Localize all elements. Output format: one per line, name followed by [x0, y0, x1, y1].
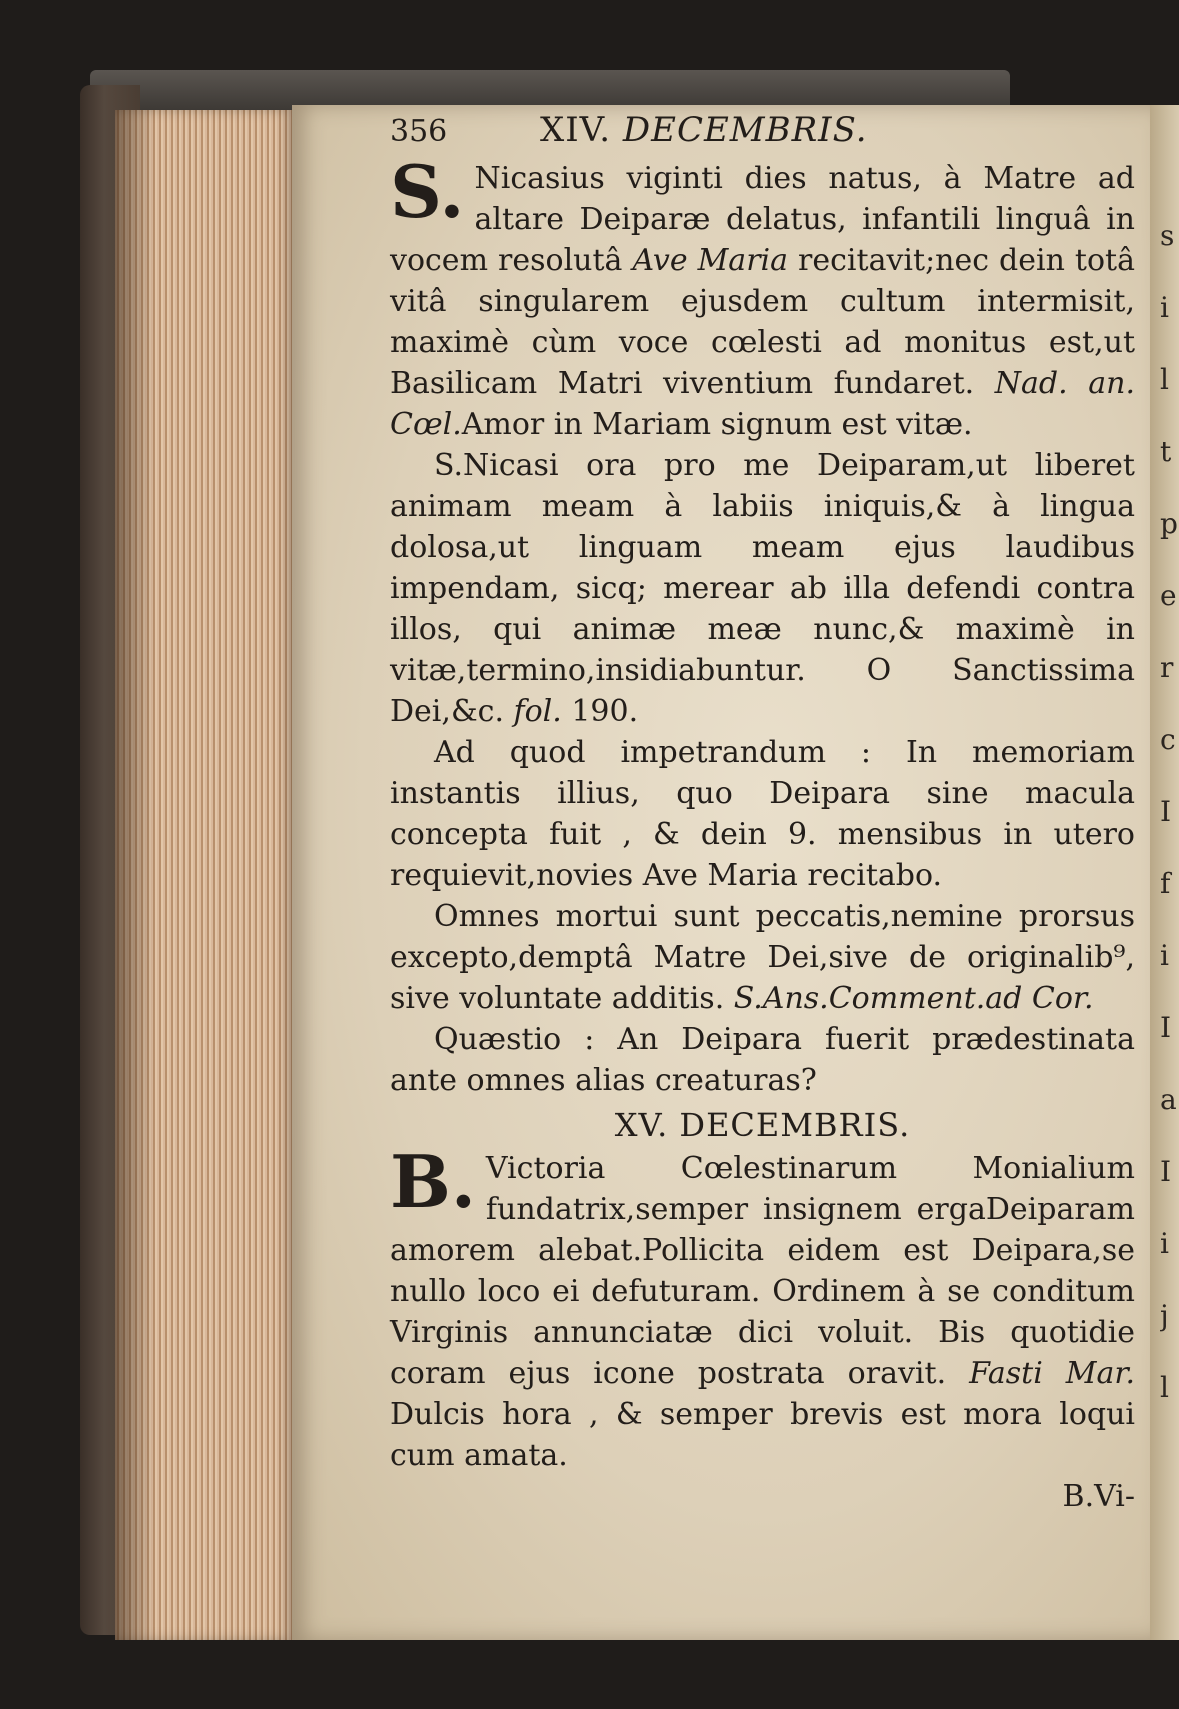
- entry14-prayer: [390, 445, 1135, 732]
- entry15-text-a: Victoria Cœlestinarum Monialium fundatrix,semper insignem ergaDeiparam amorem alebat.Pollicita eidem est Deipara,se nullo loco ei defuturam. Ordinem à se conditum Virginis annunciatæ dici voluit. Bis quotidie coram ejus icone postrata oravit.: [390, 1151, 1135, 1391]
- prayer-text: S.Nicasi ora pro me Deiparam,ut liberet animam meam à labiis iniquis,& à lingua dolosa,ut linguam meam ejus laudibus impendam, sicq; merear ab illa defendi contra illos, qui animæ meæ nunc,& maximè in vitæ,termino,insidiabuntur. O Sanctissima Dei,&c.: [390, 448, 1135, 729]
- entry14-source: Nad. an. Cœl.: [390, 366, 1136, 442]
- entry14-question: Quæstio : An Deipara fuerit prædestinata ante omnes alias creaturas?: [390, 1022, 1135, 1098]
- quotation-source: S.Ans.Comment.ad Cor.: [733, 981, 1094, 1016]
- entry14-text-c: recitavit;nec dein totâ vitâ singularem ejusdem cultum intermisit, maximè cùm voce cœlesti ad monitus est,ut Basilicam Matri viventium fundaret.: [390, 243, 1135, 401]
- page-number: 356: [390, 114, 448, 149]
- book-cover-top: [90, 70, 1010, 110]
- prayer-ref: fol.: [513, 694, 562, 729]
- entry14-resolution: Ad quod impetrandum : In memoriam instantis illius, quo Deipara sine macula concepta fuit , & dein 9. mensibus in utero requievit,novies Ave Maria recitabo.: [390, 735, 1135, 893]
- running-head-prefix: XIV.: [540, 110, 623, 150]
- page-text: [390, 110, 1135, 1517]
- entry14-text-a: Nicasius viginti dies natus, à Matre ad altare Deiparæ delatus, infantili linguâ in vocem resolutâ: [390, 161, 1135, 278]
- entry15-source: Fasti Mar.: [969, 1356, 1135, 1391]
- dropcap-b: B.: [390, 1139, 476, 1224]
- quotation-text: Omnes mortui sunt peccatis,nemine prorsus excepto,demptâ Matre Dei,sive de originalib⁹, sive voluntate additis.: [390, 899, 1135, 1016]
- entry14-quotation: [390, 896, 1135, 1019]
- entry14-motto: Amor in Mariam signum est vitæ.: [461, 407, 973, 442]
- running-head: [540, 110, 868, 151]
- dropcap-s: S.: [390, 149, 465, 234]
- next-page-letters: s i l t p e r c I f i I a I i j l: [1160, 219, 1178, 1404]
- entry15-text-b: Dulcis hora , & semper brevis est mora loqui cum amata.: [390, 1397, 1135, 1473]
- catchword: B.Vi-: [1062, 1479, 1135, 1514]
- section-title-xv: XV. DECEMBRIS.: [614, 1106, 911, 1144]
- entry14-paragraph-1: [390, 149, 1136, 445]
- catchword-line: [390, 1476, 1135, 1517]
- page-edges-shadow: [115, 110, 155, 1640]
- page-header: [390, 110, 1135, 158]
- entry15-paragraph-1: [390, 1139, 1135, 1476]
- running-head-month: DECEMBRIS.: [622, 110, 868, 150]
- entry14-ave-maria: Ave Maria: [632, 243, 789, 278]
- prayer-folio: 190.: [561, 694, 639, 729]
